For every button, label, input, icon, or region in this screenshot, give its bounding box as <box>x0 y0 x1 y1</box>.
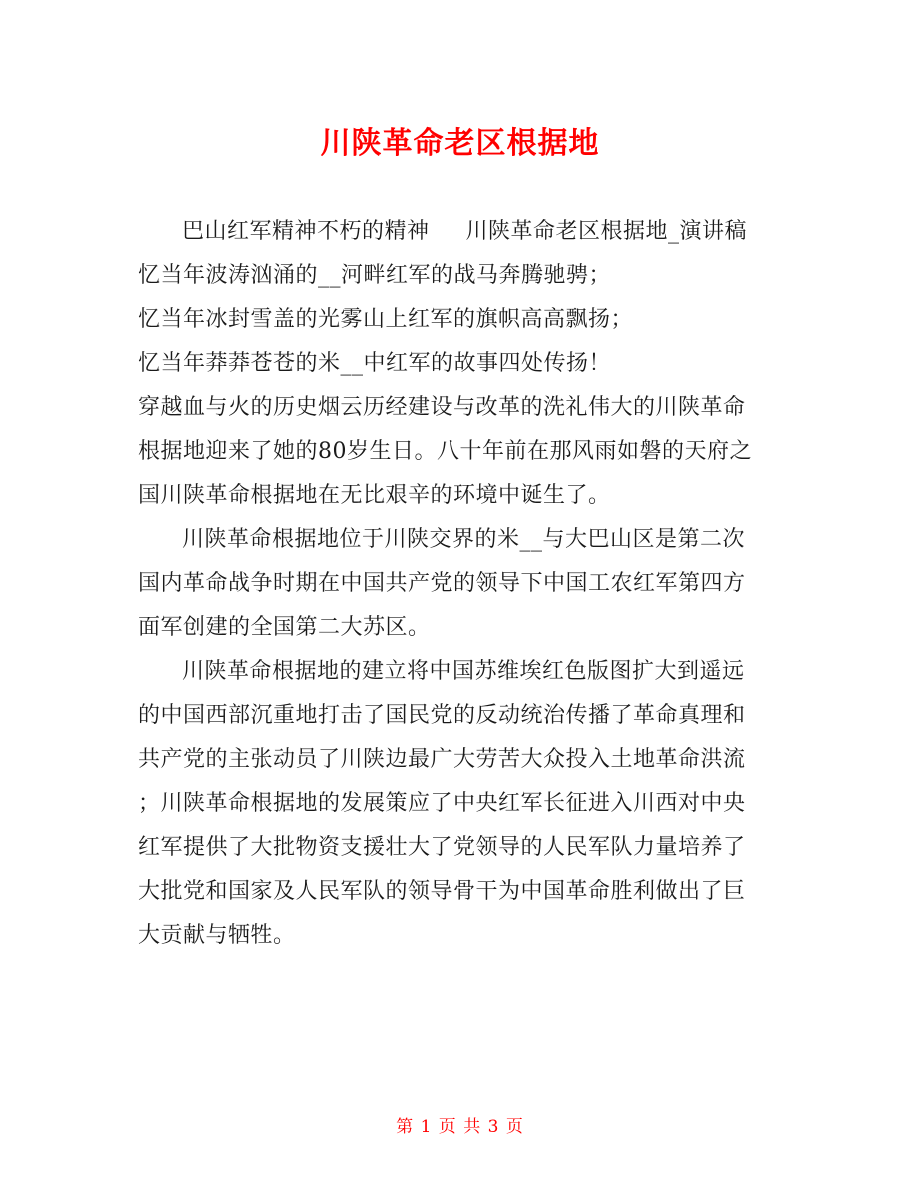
paragraph-line: ；川陕革命根据地的发展策应了中央红军长征进入川西对中央 <box>138 791 746 816</box>
paragraph-line: 国川陕革命根据地在无比艰辛的环境中诞生了。 <box>138 483 611 508</box>
paragraph-line: 忆当年冰封雪盖的光雾山上红军的旗帜高高飘扬； <box>138 307 634 332</box>
paragraph-line: 面军创建的全国第二大苏区。 <box>138 615 431 640</box>
paragraph-line: 忆当年波涛汹涌的__河畔红军的战马奔腾驰骋； <box>138 263 612 288</box>
line-text: 川陕革命老区根据地_演讲稿 <box>465 219 748 244</box>
paragraph-line: 国内革命战争时期在中国共产党的领导下中国工农红军第四方 <box>138 571 746 596</box>
paragraph-line: 川陕革命根据地位于川陕交界的米__与大巴山区是第二次 <box>182 527 746 552</box>
line-text: 巴山红军精神不朽的精神 <box>182 219 430 244</box>
paragraph-line: 穿越血与火的历史烟云历经建设与改革的洗礼伟大的川陕革命 <box>138 395 746 420</box>
paragraph-line: 根据地迎来了她的80岁生日。八十年前在那风雨如磐的天府之 <box>138 439 752 464</box>
page-number: 第 1 页 共 3 页 <box>396 1117 524 1137</box>
paragraph-line: 红军提供了大批物资支援壮大了党领导的人民军队力量培养了 <box>138 835 746 860</box>
paragraph-line: 的中国西部沉重地打击了国民党的反动统治传播了革命真理和 <box>138 703 746 728</box>
paragraph-line: 大贡献与牺牲。 <box>138 923 296 948</box>
paragraph-line: 大批党和国家及人民军队的领导骨干为中国革命胜利做出了巨 <box>138 879 746 904</box>
page-title: 川陕革命老区根据地 <box>320 126 600 161</box>
document-body <box>138 214 784 962</box>
paragraph-line: 忆当年莽莽苍苍的米__中红军的故事四处传扬！ <box>138 351 612 376</box>
paragraph-line: 共产党的主张动员了川陕边最广大劳苦大众投入土地革命洪流 <box>138 747 746 772</box>
paragraph-line: 川陕革命根据地的建立将中国苏维埃红色版图扩大到遥远 <box>182 659 745 684</box>
paragraph-line <box>138 214 784 258</box>
